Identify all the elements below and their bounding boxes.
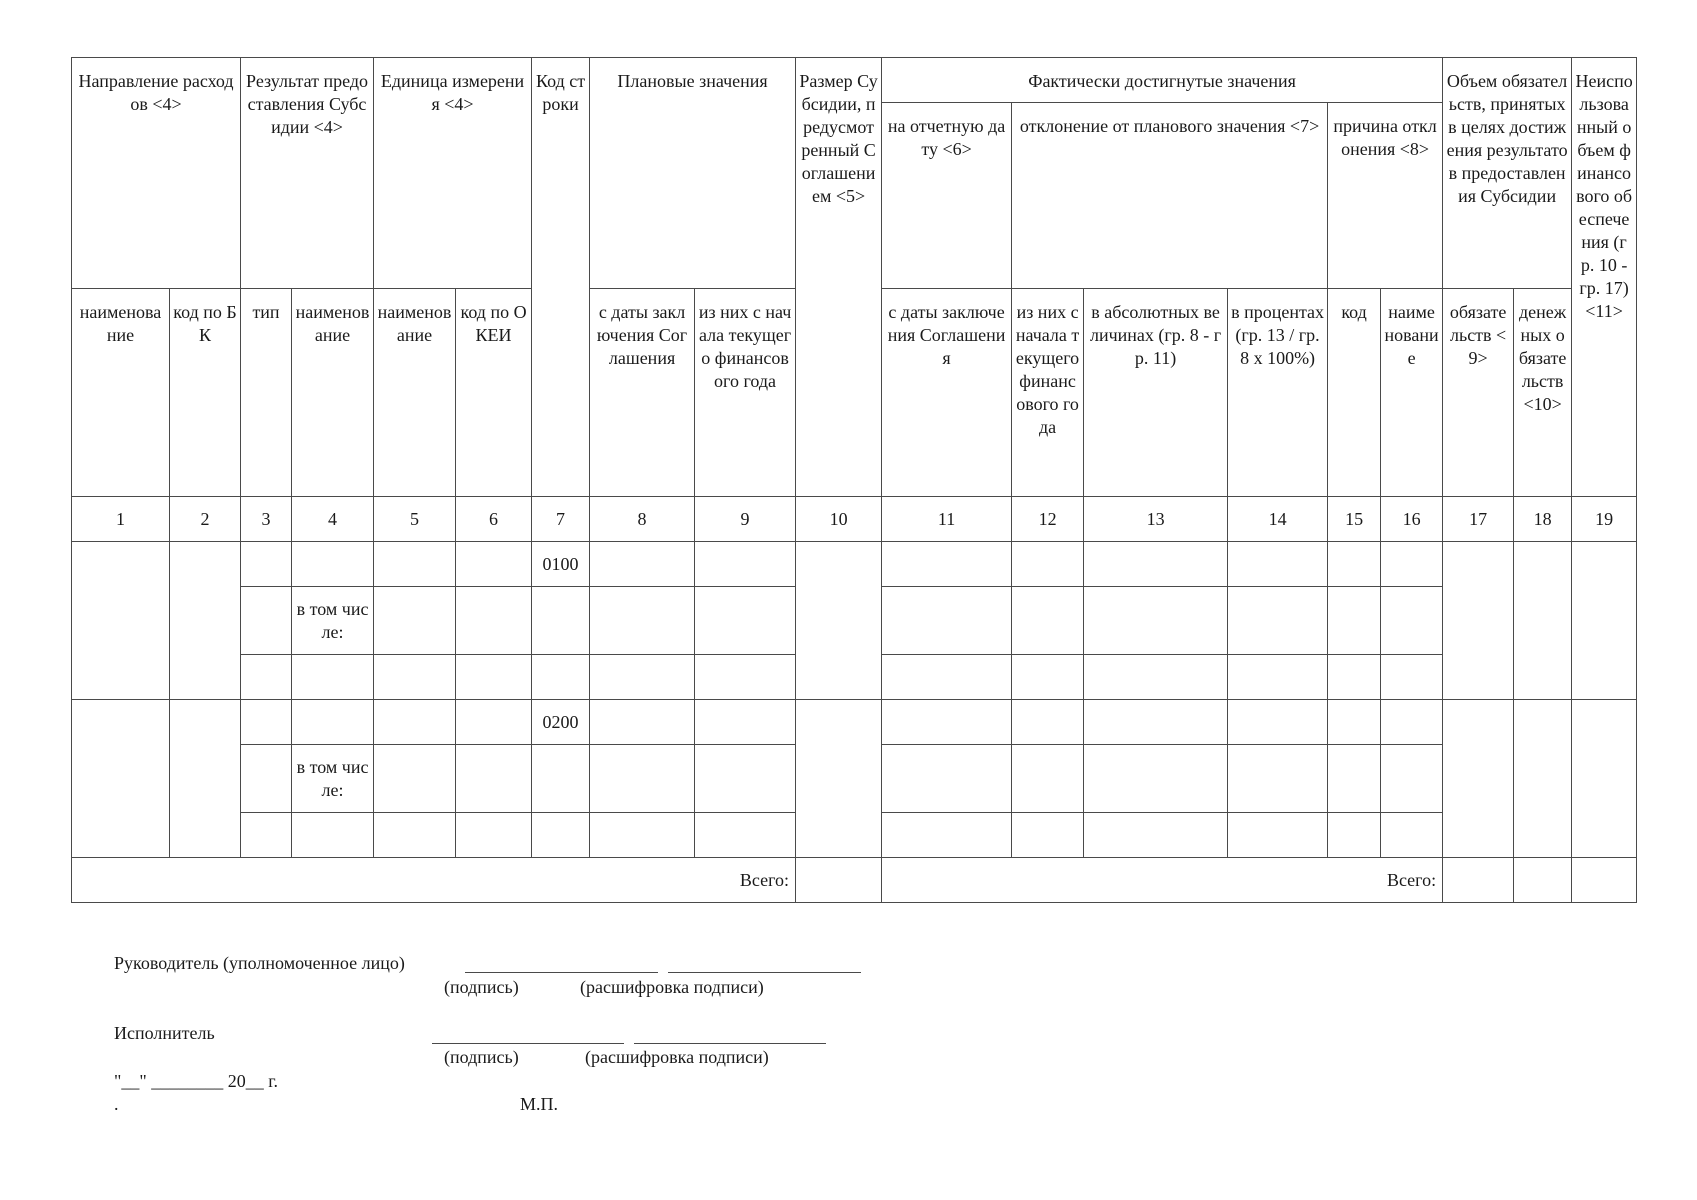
data-cell[interactable] <box>1328 542 1381 587</box>
report-table <box>71 57 1637 903</box>
data-cell[interactable] <box>456 813 532 858</box>
data-cell[interactable] <box>1514 542 1572 700</box>
data-cell[interactable] <box>882 587 1012 655</box>
data-cell[interactable] <box>241 542 292 587</box>
executor-signature-line[interactable] <box>432 1043 624 1044</box>
column-number: 18 <box>1514 497 1572 542</box>
column-number: 5 <box>374 497 456 542</box>
data-cell[interactable] <box>1381 587 1443 655</box>
data-cell[interactable] <box>1381 745 1443 813</box>
data-cell[interactable] <box>695 813 796 858</box>
data-cell[interactable] <box>292 542 374 587</box>
stamp-place: М.П. <box>520 1094 559 1114</box>
header-obligations-volume: Объем обязательств, принятых в целях достижения результатов предоставления Субсидии <box>1443 58 1572 289</box>
data-cell[interactable] <box>374 745 456 813</box>
data-cell[interactable] <box>1443 700 1514 858</box>
header-row-code: Код строки <box>532 58 590 497</box>
data-cell[interactable] <box>590 655 695 700</box>
total-obligations-cell[interactable] <box>1443 858 1514 903</box>
data-cell[interactable] <box>456 655 532 700</box>
header-deviation: отклонение от планового значения <7> <box>1012 103 1328 289</box>
data-cell[interactable] <box>532 813 590 858</box>
data-cell[interactable] <box>1084 745 1228 813</box>
subheader-result-name: наименование <box>292 289 374 497</box>
header-measure-unit: Единица измерения <4> <box>374 58 532 289</box>
subheader-name: наименование <box>72 289 170 497</box>
subheader-deviation-absolute: в абсолютных величинах (гр. 8 - гр. 11) <box>1084 289 1228 497</box>
column-number: 8 <box>590 497 695 542</box>
column-number: 16 <box>1381 497 1443 542</box>
row-code-cell: 0200 <box>532 700 590 745</box>
header-subsidy-amount: Размер Субсидии, предусмотренный Соглашением <5> <box>796 58 882 497</box>
data-cell[interactable] <box>695 542 796 587</box>
data-cell[interactable] <box>796 542 882 700</box>
head-decoding-line[interactable] <box>668 972 861 973</box>
column-number: 1 <box>72 497 170 542</box>
data-cell[interactable] <box>241 813 292 858</box>
header-expense-direction: Направление расходов <4> <box>72 58 241 289</box>
subheader-unit-name: наименование <box>374 289 456 497</box>
data-cell[interactable] <box>241 587 292 655</box>
data-cell[interactable] <box>170 542 241 700</box>
head-signature-line[interactable] <box>465 972 658 973</box>
row-code-cell: 0100 <box>532 542 590 587</box>
data-cell[interactable] <box>1084 655 1228 700</box>
data-cell[interactable] <box>292 700 374 745</box>
data-cell[interactable] <box>72 542 170 700</box>
data-cell[interactable] <box>796 700 882 858</box>
executor-decoding-line[interactable] <box>634 1043 826 1044</box>
column-number: 11 <box>882 497 1012 542</box>
data-cell[interactable] <box>1012 700 1084 745</box>
total-money-obligations-cell[interactable] <box>1514 858 1572 903</box>
data-cell[interactable] <box>1012 587 1084 655</box>
data-cell[interactable] <box>1228 813 1328 858</box>
total-label-actual: Всего: <box>882 858 1443 903</box>
data-cell[interactable] <box>1381 655 1443 700</box>
data-cell[interactable] <box>374 813 456 858</box>
data-cell[interactable] <box>1381 813 1443 858</box>
data-cell[interactable] <box>1572 542 1637 700</box>
data-cell[interactable] <box>590 813 695 858</box>
data-cell[interactable] <box>1381 700 1443 745</box>
data-cell[interactable] <box>72 700 170 858</box>
header-deviation-reason: причина отклонения <8> <box>1328 103 1443 289</box>
column-number: 6 <box>456 497 532 542</box>
executor-decoding-caption: (расшифровка подписи) <box>585 1047 769 1067</box>
data-cell[interactable] <box>532 745 590 813</box>
column-number: 7 <box>532 497 590 542</box>
column-number: 4 <box>292 497 374 542</box>
data-cell[interactable] <box>1012 655 1084 700</box>
data-cell[interactable] <box>1228 587 1328 655</box>
column-number: 15 <box>1328 497 1381 542</box>
data-cell[interactable] <box>1328 655 1381 700</box>
column-number: 17 <box>1443 497 1514 542</box>
data-cell[interactable] <box>1012 542 1084 587</box>
subheader-okei-code: код по ОКЕИ <box>456 289 532 497</box>
data-cell[interactable] <box>1328 700 1381 745</box>
subheader-money-obligations: денежных обязательств <10> <box>1514 289 1572 497</box>
data-cell[interactable] <box>1328 587 1381 655</box>
data-cell[interactable] <box>1012 813 1084 858</box>
data-cell[interactable] <box>1328 745 1381 813</box>
data-cell[interactable] <box>695 655 796 700</box>
subheader-deviation-percent: в процентах (гр. 13 / гр. 8 x 100%) <box>1228 289 1328 497</box>
data-cell[interactable] <box>1228 655 1328 700</box>
data-cell[interactable] <box>532 655 590 700</box>
data-cell[interactable] <box>241 655 292 700</box>
data-cell[interactable] <box>1012 745 1084 813</box>
column-number: 9 <box>695 497 796 542</box>
data-cell[interactable] <box>590 745 695 813</box>
data-cell[interactable] <box>590 700 695 745</box>
data-cell[interactable] <box>882 542 1012 587</box>
data-cell[interactable] <box>1328 813 1381 858</box>
subheader-plan-current-year: из них с начала текущего финансового года <box>695 289 796 497</box>
data-cell[interactable] <box>882 813 1012 858</box>
data-cell[interactable] <box>170 700 241 858</box>
header-subsidy-result: Результат предоставления Субсидии <4> <box>241 58 374 289</box>
data-cell[interactable] <box>1381 542 1443 587</box>
data-cell[interactable] <box>241 700 292 745</box>
column-number: 10 <box>796 497 882 542</box>
subheader-obligations: обязательств <9> <box>1443 289 1514 497</box>
subheader-type: тип <box>241 289 292 497</box>
data-cell[interactable] <box>374 587 456 655</box>
column-number: 12 <box>1012 497 1084 542</box>
data-cell[interactable] <box>456 587 532 655</box>
data-cell[interactable] <box>1443 542 1514 700</box>
data-cell[interactable] <box>882 745 1012 813</box>
data-cell[interactable] <box>1084 542 1228 587</box>
data-cell[interactable] <box>1084 587 1228 655</box>
data-cell[interactable] <box>374 700 456 745</box>
total-unused-cell[interactable] <box>1572 858 1637 903</box>
header-actual-values: Фактически достигнутые значения <box>882 58 1443 103</box>
data-cell[interactable] <box>374 655 456 700</box>
data-cell[interactable] <box>695 587 796 655</box>
data-cell[interactable] <box>695 700 796 745</box>
head-decoding-caption: (расшифровка подписи) <box>580 977 764 997</box>
header-planned-values: Плановые значения <box>590 58 796 289</box>
executor-label: Исполнитель <box>114 1023 215 1043</box>
data-cell[interactable] <box>456 700 532 745</box>
data-cell[interactable] <box>532 587 590 655</box>
date-line: "__" ________ 20__ г. <box>114 1071 279 1091</box>
subheader-bk-code: код по БК <box>170 289 241 497</box>
including-label: в том числе: <box>292 587 374 655</box>
subheader-actual-since-agreement: с даты заключения Соглашения <box>882 289 1012 497</box>
data-cell[interactable] <box>882 655 1012 700</box>
subheader-actual-current-year: из них с начала текущего финансового года <box>1012 289 1084 497</box>
data-cell[interactable] <box>292 655 374 700</box>
column-number: 19 <box>1572 497 1637 542</box>
data-cell[interactable] <box>1228 745 1328 813</box>
data-cell[interactable] <box>695 745 796 813</box>
data-cell[interactable] <box>374 542 456 587</box>
head-label: Руководитель (уполномоченное лицо) <box>114 953 405 973</box>
total-subsidy-cell[interactable] <box>796 858 882 903</box>
header-reporting-date: на отчетную дату <6> <box>882 103 1012 289</box>
data-cell[interactable] <box>241 745 292 813</box>
subheader-plan-since-agreement: с даты заключения Соглашения <box>590 289 695 497</box>
head-signature-caption: (подпись) <box>444 977 519 997</box>
total-label-planned: Всего: <box>72 858 796 903</box>
data-cell[interactable] <box>1084 700 1228 745</box>
data-cell[interactable] <box>456 745 532 813</box>
data-cell[interactable] <box>1228 542 1328 587</box>
data-cell[interactable] <box>456 542 532 587</box>
data-cell[interactable] <box>590 587 695 655</box>
column-number: 13 <box>1084 497 1228 542</box>
executor-signature-caption: (подпись) <box>444 1047 519 1067</box>
data-cell[interactable] <box>292 813 374 858</box>
subheader-reason-name: наименование <box>1381 289 1443 497</box>
data-cell[interactable] <box>1228 700 1328 745</box>
data-cell[interactable] <box>590 542 695 587</box>
data-cell[interactable] <box>882 700 1012 745</box>
data-cell[interactable] <box>1514 700 1572 858</box>
header-unused-volume: Неиспользованный объем финансового обеспечения (гр. 10 - гр. 17) <11> <box>1572 58 1637 497</box>
date-dot: . <box>114 1094 119 1114</box>
subheader-reason-code: код <box>1328 289 1381 497</box>
data-cell[interactable] <box>1084 813 1228 858</box>
including-label: в том числе: <box>292 745 374 813</box>
column-number: 14 <box>1228 497 1328 542</box>
column-number: 2 <box>170 497 241 542</box>
data-cell[interactable] <box>1572 700 1637 858</box>
column-number: 3 <box>241 497 292 542</box>
